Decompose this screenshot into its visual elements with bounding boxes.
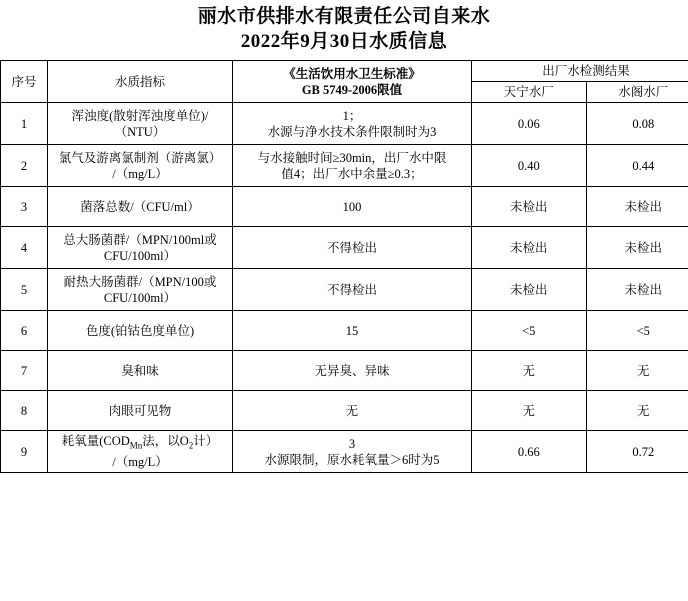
row-seq: 1 (1, 103, 48, 145)
row-standard (233, 227, 472, 269)
row-plant-2-value: 未检出 (586, 187, 688, 227)
row-indicator-line-1: 肉眼可见物 (108, 403, 172, 418)
row-plant-2-value: 0.72 (586, 431, 688, 473)
title-line-2: 2022年9月30日水质信息 (240, 31, 448, 52)
row-standard-line-1: 3 (348, 436, 356, 451)
row-standard (233, 269, 472, 311)
water-quality-table (0, 60, 688, 473)
row-standard (233, 311, 472, 351)
table-row (1, 103, 688, 145)
row-indicator (48, 311, 233, 351)
row-indicator (48, 269, 233, 311)
row-indicator (48, 103, 233, 145)
row-seq: 5 (1, 269, 48, 311)
row-standard-line-2: 水源限制，原水耗氧量＞6时为5 (264, 452, 440, 467)
row-plant-1-value: 未检出 (472, 187, 587, 227)
row-plant-1-value: 0.06 (472, 103, 587, 145)
row-seq: 7 (1, 351, 48, 391)
row-standard (233, 187, 472, 227)
row-indicator-line-2: CFU/100ml） (103, 248, 177, 263)
row-standard-line-1: 不得检出 (326, 240, 377, 255)
row-plant-1-value: 未检出 (472, 227, 587, 269)
header-standard-line-1: 《生活饮用水卫生标准》 (283, 66, 421, 81)
header-seq: 序号 (1, 61, 48, 103)
header-indicator: 水质指标 (48, 61, 233, 103)
row-indicator-line-2: /（mg/L） (112, 454, 168, 469)
row-indicator-line-1: 耗氧量($COD_{Mn}$法，以$O_2$计） (61, 434, 219, 451)
row-plant-2-value: <5 (586, 311, 688, 351)
header-plant-1: 天宁水厂 (472, 82, 587, 103)
row-plant-1-value: 无 (472, 391, 587, 431)
row-standard-line-1: 100 (342, 199, 362, 214)
table-row (1, 351, 688, 391)
table-row (1, 431, 688, 473)
row-standard-line-1: 1； (342, 108, 362, 123)
row-indicator-line-1: 总大肠菌群/（MPN/100ml或 (63, 232, 217, 247)
table-body (1, 103, 688, 473)
row-indicator-line-2: （NTU） (114, 124, 166, 139)
row-standard-line-1: 不得检出 (326, 282, 377, 297)
row-standard-line-2: 水源与净水技术条件限制时为3 (267, 124, 437, 139)
document-title (0, 0, 688, 54)
row-standard-line-1: 15 (345, 323, 359, 338)
header-plant-2: 水阁水厂 (586, 82, 688, 103)
row-standard-line-2: 值4；出厂水中余量≥0.3； (281, 166, 423, 181)
row-plant-2-value: 无 (586, 351, 688, 391)
row-standard (233, 145, 472, 187)
row-plant-1-value: 未检出 (472, 269, 587, 311)
header-result-group: 出厂水检测结果 (472, 61, 688, 82)
title-line-1: 丽水市供排水有限责任公司自来水 (197, 6, 491, 27)
row-plant-1-value: 0.66 (472, 431, 587, 473)
table-row (1, 145, 688, 187)
row-indicator-line-1: 氯气及游离氯制剂（游离氯） (58, 150, 222, 165)
row-seq: 2 (1, 145, 48, 187)
row-standard-line-1: 与水接触时间≥30min，出厂水中限 (257, 150, 447, 165)
row-standard-line-1: 无 (345, 403, 359, 418)
row-indicator-line-1: 色度(铂钴色度单位) (85, 323, 195, 338)
table-row (1, 227, 688, 269)
row-standard (233, 391, 472, 431)
row-standard-line-1: 无异臭、异味 (314, 363, 390, 378)
row-plant-2-value: 未检出 (586, 227, 688, 269)
row-seq: 6 (1, 311, 48, 351)
row-indicator-line-2: CFU/100ml） (103, 290, 177, 305)
row-indicator-line-1: 臭和味 (121, 363, 159, 378)
row-indicator (48, 391, 233, 431)
header-standard (233, 61, 472, 103)
header-row-1 (1, 61, 688, 82)
table-header (1, 61, 688, 103)
row-indicator-line-1: 浑浊度(散射浑浊度单位)/ (71, 108, 209, 123)
table-row (1, 269, 688, 311)
row-indicator (48, 145, 233, 187)
row-indicator-line-2: /（mg/L） (112, 166, 168, 181)
row-seq: 8 (1, 391, 48, 431)
row-indicator-line-1: 耐热大肠菌群/（MPN/100或 (63, 274, 217, 289)
row-indicator (48, 187, 233, 227)
row-standard (233, 103, 472, 145)
row-indicator (48, 227, 233, 269)
row-plant-2-value: 0.44 (586, 145, 688, 187)
row-plant-1-value: 无 (472, 351, 587, 391)
table-row (1, 311, 688, 351)
row-plant-1-value: 0.40 (472, 145, 587, 187)
table-row (1, 391, 688, 431)
row-seq: 9 (1, 431, 48, 473)
row-standard (233, 351, 472, 391)
row-indicator (48, 351, 233, 391)
row-indicator (48, 431, 233, 473)
row-plant-2-value: 未检出 (586, 269, 688, 311)
table-row (1, 187, 688, 227)
row-plant-1-value: <5 (472, 311, 587, 351)
row-indicator-line-1: 菌落总数/（CFU/ml） (80, 199, 200, 214)
row-seq: 3 (1, 187, 48, 227)
header-standard-line-2: GB 5749-2006限值 (301, 82, 403, 97)
row-plant-2-value: 无 (586, 391, 688, 431)
row-seq: 4 (1, 227, 48, 269)
row-standard (233, 431, 472, 473)
row-plant-2-value: 0.08 (586, 103, 688, 145)
